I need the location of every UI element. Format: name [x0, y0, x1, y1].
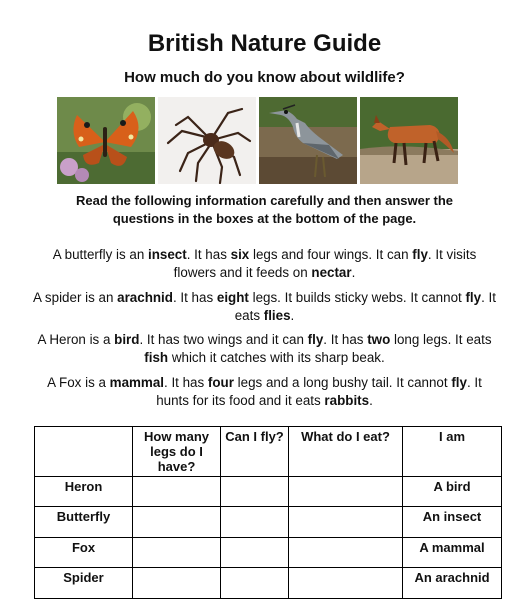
keyword: flies — [263, 308, 291, 323]
fly-answer-box[interactable] — [221, 538, 289, 568]
text-run: . It has two wings and it can — [139, 332, 308, 347]
text-run: . — [290, 308, 295, 323]
butterfly-icon — [57, 97, 155, 184]
keyword: fly — [451, 375, 467, 390]
keyword: insect — [148, 247, 187, 262]
spider-photo — [158, 97, 256, 184]
text-run: legs and a long bushy tail. It cannot — [233, 375, 452, 390]
legs-answer-box[interactable] — [133, 477, 221, 507]
animal-label: Spider — [35, 568, 133, 599]
keyword: eight — [216, 290, 249, 305]
text-run: legs and four wings. It can — [249, 247, 413, 262]
keyword: fly — [307, 332, 324, 347]
keyword: rabbits — [324, 393, 370, 408]
eat-answer-box[interactable] — [289, 477, 403, 507]
page-title: British Nature Guide — [147, 30, 382, 57]
butterfly-photo — [57, 97, 155, 184]
text-run: A Heron is a — [37, 332, 115, 347]
butterfly-paragraph — [30, 246, 499, 282]
text-run: . It visits flowers and it feeds on — [173, 247, 477, 280]
quiz-table — [34, 426, 502, 599]
table-row — [35, 507, 502, 538]
table-row — [35, 538, 502, 568]
keyword: fish — [144, 350, 169, 365]
text-run: which it catches with its sharp beak. — [168, 350, 385, 365]
keyword: nectar — [311, 265, 352, 280]
text-run: A spider is an — [33, 290, 118, 305]
keyword: arachnid — [117, 290, 173, 305]
table-header-fly: Can I fly? — [221, 427, 289, 477]
keyword: two — [367, 332, 391, 347]
keyword: bird — [114, 332, 140, 347]
page-subtitle: How much do you know about wildlife? — [124, 69, 405, 86]
i-am-cell: An arachnid — [403, 568, 502, 599]
text-run: . — [351, 265, 356, 280]
text-run: . It has — [323, 332, 368, 347]
table-header-row — [35, 427, 502, 477]
keyword: six — [230, 247, 250, 262]
text-run: . — [369, 393, 373, 408]
keyword: fly — [465, 290, 482, 305]
table-header-blank — [35, 427, 133, 477]
fly-answer-box[interactable] — [221, 477, 289, 507]
text-run: . It hunts for its food and it eats — [156, 375, 482, 408]
spider-paragraph — [30, 289, 499, 325]
heron-paragraph — [30, 331, 499, 367]
text-run: . It has — [186, 247, 231, 262]
animal-label: Fox — [35, 538, 133, 568]
heron-icon — [259, 97, 357, 184]
text-run: . It eats — [234, 290, 496, 323]
eat-answer-box[interactable] — [289, 507, 403, 538]
legs-answer-box[interactable] — [133, 507, 221, 538]
keyword: mammal — [109, 375, 164, 390]
table-header-eat: What do I eat? — [289, 427, 403, 477]
eat-answer-box[interactable] — [289, 538, 403, 568]
animal-label: Butterfly — [35, 507, 133, 538]
text-run: long legs. It eats — [390, 332, 492, 347]
text-run: . It has — [172, 290, 217, 305]
fly-answer-box[interactable] — [221, 507, 289, 538]
fox-photo — [360, 97, 458, 184]
keyword: fly — [412, 247, 428, 262]
table-row — [35, 477, 502, 507]
legs-answer-box[interactable] — [133, 568, 221, 599]
i-am-cell: A mammal — [403, 538, 502, 568]
legs-answer-box[interactable] — [133, 538, 221, 568]
i-am-cell: A bird — [403, 477, 502, 507]
text-run: . It has — [164, 375, 208, 390]
eat-answer-box[interactable] — [289, 568, 403, 599]
photo-strip — [57, 97, 458, 184]
keyword: four — [207, 375, 234, 390]
fox-icon — [360, 97, 458, 184]
fly-answer-box[interactable] — [221, 568, 289, 599]
table-header-legs: How many legs do I have? — [133, 427, 221, 477]
table-row — [35, 568, 502, 599]
table-header-i-am: I am — [403, 427, 502, 477]
i-am-cell: An insect — [403, 507, 502, 538]
heron-photo — [259, 97, 357, 184]
instructions-text: Read the following information carefully and then answer the questions in the boxes at the bottom of the page. — [75, 193, 454, 226]
text-run: A butterfly is an — [52, 247, 148, 262]
text-run: A Fox is a — [47, 375, 110, 390]
spider-icon — [158, 97, 256, 184]
animal-label: Heron — [35, 477, 133, 507]
text-run: legs. It builds sticky webs. It cannot — [248, 290, 466, 305]
fox-paragraph — [30, 374, 499, 410]
